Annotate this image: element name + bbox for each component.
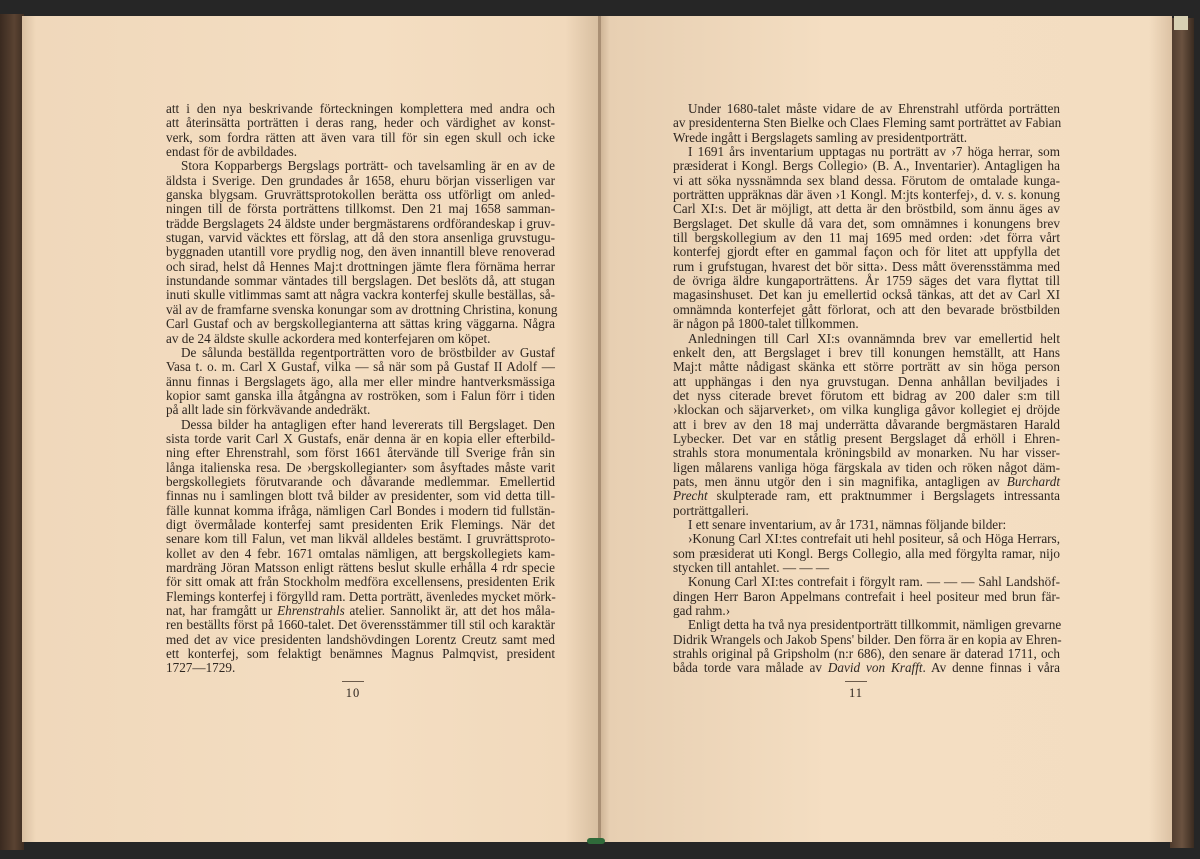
text-segment: ren beställts först på 1660-talet. Det överensstämmer till stil och karaktär: [166, 617, 555, 633]
text-segment: ›Konung Carl XI:tes contrefait uti hehl positeur, så och Höga Herrars,: [688, 531, 1060, 547]
text-line: [166, 174, 555, 188]
text-segment: kollet av den 4 febr. 1671 omtalas nämligen, att bergskollegiets kam-: [166, 545, 555, 561]
text-segment: Konung Carl XI:tes contrefait i förgylt ram. — — — Sahl Landshöf-: [688, 574, 1060, 590]
text-segment: byggnaden utantill vore prydlig nog, den även innantill bleve renoverad: [166, 244, 555, 260]
text-segment: ningen till de första porträttens tillkomst. Den 21 maj 1658 samman-: [166, 201, 555, 217]
text-line: [673, 317, 1060, 331]
text-line: [166, 360, 555, 374]
text-line: [166, 446, 555, 460]
right-page-text: [673, 102, 1060, 676]
text-line: [673, 174, 1060, 188]
text-line: [673, 102, 1060, 116]
text-line: [166, 618, 555, 632]
text-line: [166, 403, 555, 417]
text-segment: instundande sommar väntades till bergslagen. Det beslöts då, att stugan: [166, 273, 555, 289]
text-segment: Maj:t måtte nådigast skänka ett större porträtt av sin höga person: [673, 359, 1060, 375]
text-segment: konterfej gjordt efter en gammal façon och för litet att uppfylla det: [673, 244, 1060, 260]
text-segment: stycken till antahlet. — — —: [673, 560, 830, 575]
text-line: [673, 217, 1060, 231]
text-line: [166, 661, 555, 675]
text-line: [673, 489, 1060, 503]
text-segment: ›klockan och säjarverket›, om vilka kungliga gåvor kollegiet ej dröjde: [673, 402, 1060, 418]
text-segment: stugan, varvid väcktes ett förslag, att då den stora ansenliga gruvstugu-: [166, 230, 555, 246]
text-line: [673, 403, 1060, 417]
text-segment: att upphängas i den nya gruvstugan. Denna anhållan beviljades i: [673, 373, 1060, 389]
text-segment: Bergslaget. Det skulle då vara det, som omnämnes i konungens brev: [673, 215, 1060, 231]
text-line: [166, 159, 555, 173]
text-segment: båda torde vara målade av: [673, 660, 828, 676]
text-line: [166, 561, 555, 575]
text-line: [673, 360, 1060, 374]
left-page-text: [166, 101, 558, 676]
text-line: [166, 532, 555, 546]
text-line: [166, 504, 555, 518]
text-segment: I ett senare inventarium, av år 1731, nämnas följande bilder:: [688, 516, 1007, 532]
text-line: [673, 274, 1060, 288]
text-segment: inuti skulle vitlimmas samt att några vackra konterfej skulle beställas, så-: [166, 287, 555, 303]
text-line: [673, 590, 1060, 604]
text-line: [673, 288, 1060, 302]
text-line: [673, 561, 1060, 575]
text-segment: magasinshuset. Det kan ju emellertid också tänkas, att det av Carl XI: [673, 287, 1060, 303]
text-segment: Dessa bilder ha antagligen efter hand levererats till Bergslaget. Den: [181, 416, 555, 432]
text-segment: det nyss citerade brevet förutom ett bidrag av 200 daler s:m till: [673, 387, 1060, 403]
text-line: [166, 231, 555, 245]
text-segment: långa italienska resa. De ›bergskollegianter› som åsyftades måste varit: [166, 459, 555, 475]
text-line: [166, 317, 555, 331]
text-segment: och sirad, helst då Hennes Maj:t drottningen jämte flera förnäma herrar: [166, 258, 555, 274]
text-line: [673, 389, 1060, 403]
text-line: [673, 145, 1060, 159]
text-line: [166, 346, 555, 360]
text-line: [166, 518, 555, 532]
text-line: [166, 217, 555, 231]
text-segment: av de 24 äldste skulle ackordera med konterfejaren om köpet.: [166, 330, 491, 346]
text-segment: äldsta i Sverige. Den grundades år 1658, ehuru början visserligen var: [166, 172, 555, 188]
text-segment: Enligt detta ha två nya presidentporträtt tillkommit, nämligen grevarne: [688, 617, 1062, 633]
text-line: [673, 518, 1060, 532]
text-line: [166, 604, 555, 618]
text-segment: omnämnda konterfejet gått förlorat, och att den bevarade bröstbilden: [673, 301, 1060, 317]
text-segment: senare kom till Falun, vet man likväl alldeles bestämt. I gruvrättsproto-: [166, 531, 555, 547]
text-line: [166, 418, 555, 432]
text-segment: sista torde varit Carl X Gustafs, enär denna är en kopia eller efterbild-: [166, 430, 555, 446]
text-line: [673, 418, 1060, 432]
italic-text: David von Krafft: [827, 660, 923, 676]
text-line: [673, 661, 1060, 675]
text-line: [673, 633, 1060, 647]
text-segment: endast för de avbildades.: [166, 144, 298, 160]
text-line: [166, 202, 555, 216]
text-line: [673, 446, 1060, 460]
text-segment: nat, har framgått ur: [166, 603, 278, 619]
text-line: [673, 346, 1060, 360]
text-segment: ännu finnas i Bergslagets ägo, alla mer eller mindre hantverksmässiga: [166, 373, 555, 389]
text-segment: som præsiderat uti Kongl. Bergs Collegio, alla med förgylta ramar, nijo: [673, 545, 1060, 561]
text-line: [166, 389, 555, 403]
text-line: [673, 504, 1060, 518]
text-segment: verk, som fordra rätten att även vara till för sin egen skull och icke: [166, 129, 555, 145]
italic-text: Ehrenstrahls: [277, 603, 345, 619]
text-segment: digt övermålade konterfej samt presidenten Erik Flemings. När det: [166, 516, 555, 532]
text-line: [673, 575, 1060, 589]
text-line: [166, 245, 555, 259]
text-segment: bergskollegiets förutvarande och dåvarande medlemmar. Emellertid: [166, 473, 555, 489]
text-line: [166, 274, 555, 288]
text-segment: Carl Gustaf och av bergskollegianterna att sättas kring väggarna. Några: [166, 316, 555, 332]
text-segment: De sålunda beställda regentporträtten voro de bröstbilder av Gustaf: [181, 344, 555, 360]
text-line: [166, 131, 555, 145]
text-line: [673, 532, 1060, 546]
text-line: [673, 547, 1060, 561]
text-line: [166, 145, 555, 159]
text-line: [673, 618, 1060, 632]
text-segment: strahls original på Gripsholm (n:r 686), den senare är daterad 1711, och: [673, 646, 1060, 662]
text-line: [166, 116, 555, 130]
text-line: [673, 245, 1060, 259]
text-segment: finnas nu i samlingen blott två bilder av presidenter, som vid detta till-: [166, 488, 555, 504]
text-segment: enkelt den, att Bergslaget i brev till konungen hemställt, att Hans: [673, 344, 1060, 360]
text-segment: rum i grufstugan, hvarest det bör sitta›. Dess mått överensstämma med: [673, 258, 1060, 274]
text-segment: gad rahm.›: [673, 603, 731, 619]
text-line: [673, 231, 1060, 245]
text-segment: ganska blygsam. Gruvrättsprotokollen berätta oss utförligt om anled-: [166, 187, 555, 203]
text-segment: dingen Herr Baron Appelmans contrefait i heel positeur med brun fär-: [673, 588, 1060, 604]
text-line: [673, 461, 1060, 475]
cover-corner: [1174, 16, 1188, 30]
text-line: [673, 604, 1060, 618]
text-segment: . Av denne finnas i våra: [922, 660, 1060, 676]
text-segment: trädde Bergslagets 24 äldste under bergmästarens ordförandeskap i gruv-: [166, 215, 555, 231]
book-cover-right-edge: [1170, 18, 1194, 848]
text-line: [673, 432, 1060, 446]
text-segment: till bergskollegium av den 11 maj 1695 med orden: ›det förra vårt: [673, 230, 1060, 246]
text-segment: på allt lade sin förkvävande andedräkt.: [166, 402, 371, 418]
italic-text: Burchardt: [1006, 473, 1060, 489]
text-line: [673, 202, 1060, 216]
text-segment: skulpterade ram, ett praktnummer i Bergslagets intressanta: [707, 488, 1060, 504]
text-segment: med det av vice presidenten landshövdingen Lorentz Creutz samt med: [166, 631, 555, 647]
text-segment: 1727—1729.: [166, 660, 236, 676]
text-segment: att återinsätta porträtten i deras rang, heder och värdighet av konst-: [166, 115, 555, 131]
text-line: [673, 116, 1060, 130]
text-line: [673, 375, 1060, 389]
text-segment: Carl XI:s. Det är möjligt, att detta är den bröstbild, som ännu äges av: [673, 201, 1060, 217]
text-segment: I 1691 års inventarium upptagas nu porträtt av ›7 höga herrar, som: [688, 144, 1060, 160]
text-segment: porträttgalleri.: [673, 502, 749, 518]
text-segment: de övriga äldre kungaporträttens. År 1759 säges det vara flyttat till: [673, 273, 1060, 289]
text-segment: väl av de framfarne svenska konungar som av drottning Christina, konung: [166, 301, 558, 317]
text-segment: ning efter Ehrenstrahl, som först 1661 återvände till Sverige från sin: [166, 445, 555, 461]
text-segment: ligen målarens vanliga höga färgskala av tiden och röken något däm-: [673, 459, 1060, 475]
text-line: [166, 647, 555, 661]
book-gutter: [598, 16, 601, 842]
text-segment: Anledningen till Carl XI:s ovannämnda brev var emellertid helt: [688, 330, 1060, 346]
page-number-left: 10: [333, 681, 373, 701]
text-segment: vi att söka nyssnämnda sex bland dessa. Förutom de omtalade kunga-: [673, 172, 1060, 188]
text-segment: är någon på 1800-talet tillkommen.: [673, 316, 859, 332]
text-segment: strahls stora monumentala kröningsbild av monarken. Nu har visser-: [673, 445, 1060, 461]
text-line: [673, 647, 1060, 661]
page-number-right: 11: [836, 681, 876, 701]
text-line: [166, 547, 555, 561]
text-line: [166, 489, 555, 503]
text-line: [166, 432, 555, 446]
italic-text: Precht: [673, 488, 708, 504]
text-segment: præsiderat i Kongl. Bergs Collegio› (B. A., Inventarier). Antagligen ha: [673, 158, 1060, 174]
text-segment: pats, men ännu utgör den i sin magnifika, antagligen av: [673, 473, 1007, 489]
text-segment: för sitt omak att från Stockholm medföra excellensens, presidenten Erik: [166, 574, 555, 590]
text-segment: Didrik Wrangels och Jakob Spens' bilder. Den förra är en kopia av Ehren-: [673, 631, 1062, 647]
text-line: [166, 461, 555, 475]
text-segment: att i brev av den 18 maj underrätta dåvarande bergmästaren Harald: [673, 416, 1060, 432]
text-line: [166, 188, 555, 202]
text-segment: ett konterfej, som felaktigt benämnes Magnus Palmqvist, president: [166, 646, 555, 662]
text-segment: Lybecker. Det var en ståtlig present Bergslaget då erhöll i Ehren-: [673, 430, 1060, 446]
text-segment: mardräng Jöran Matsson enligt rättens beslut skulle erhålla 4 rdr specie: [166, 560, 555, 575]
text-line: [166, 590, 555, 604]
text-line: [673, 260, 1060, 274]
text-line: [166, 575, 555, 589]
text-line: [166, 288, 555, 302]
text-segment: att i den nya beskrivande förteckningen komplettera med andra och: [166, 101, 555, 116]
text-line: [673, 303, 1060, 317]
text-segment: Flemings konterfej i förgylld ram. Detta porträtt, ävenledes mycket mörk-: [166, 588, 556, 604]
text-segment: av presidenterna Sten Bielke och Claes Fleming samt porträttet av Fabian: [673, 115, 1062, 131]
text-line: [673, 332, 1060, 346]
text-segment: porträtten uppräknas där även ›1 Kongl. M:jts konterfej›, d. v. s. konung: [673, 187, 1060, 203]
text-line: [166, 332, 555, 346]
text-segment: Stora Kopparbergs Bergslags porträtt- och tavelsamling är en av de: [181, 158, 555, 174]
text-line: [673, 188, 1060, 202]
book-cover-left-edge: [0, 14, 24, 850]
text-line: [673, 159, 1060, 173]
text-line: [166, 475, 555, 489]
text-segment: kopior samt ganska illa åtgångna av roströken, som i Falun förr i tiden: [166, 387, 555, 403]
text-line: [166, 633, 555, 647]
text-line: [673, 475, 1060, 489]
text-line: [166, 375, 555, 389]
text-segment: atelier. Sannolikt är, att det hos måla-: [344, 603, 555, 619]
text-line: [166, 102, 555, 116]
text-line: [166, 301, 558, 317]
text-segment: Vasa t. o. m. Carl X Gustaf, vilka — så när som på Gustaf II Adolf —: [166, 359, 555, 375]
headband: [587, 838, 605, 844]
text-segment: fälle kunnat komma ifråga, nämligen Carl Bondes i modern tid fullstän-: [166, 502, 555, 518]
text-segment: Under 1680-talet måste vidare de av Ehrenstrahl utförda porträtten: [688, 101, 1060, 116]
text-line: [673, 131, 1060, 145]
text-segment: Wrede ingått i Bergslagets samling av presidentporträtt.: [673, 129, 968, 145]
text-line: [166, 260, 555, 274]
